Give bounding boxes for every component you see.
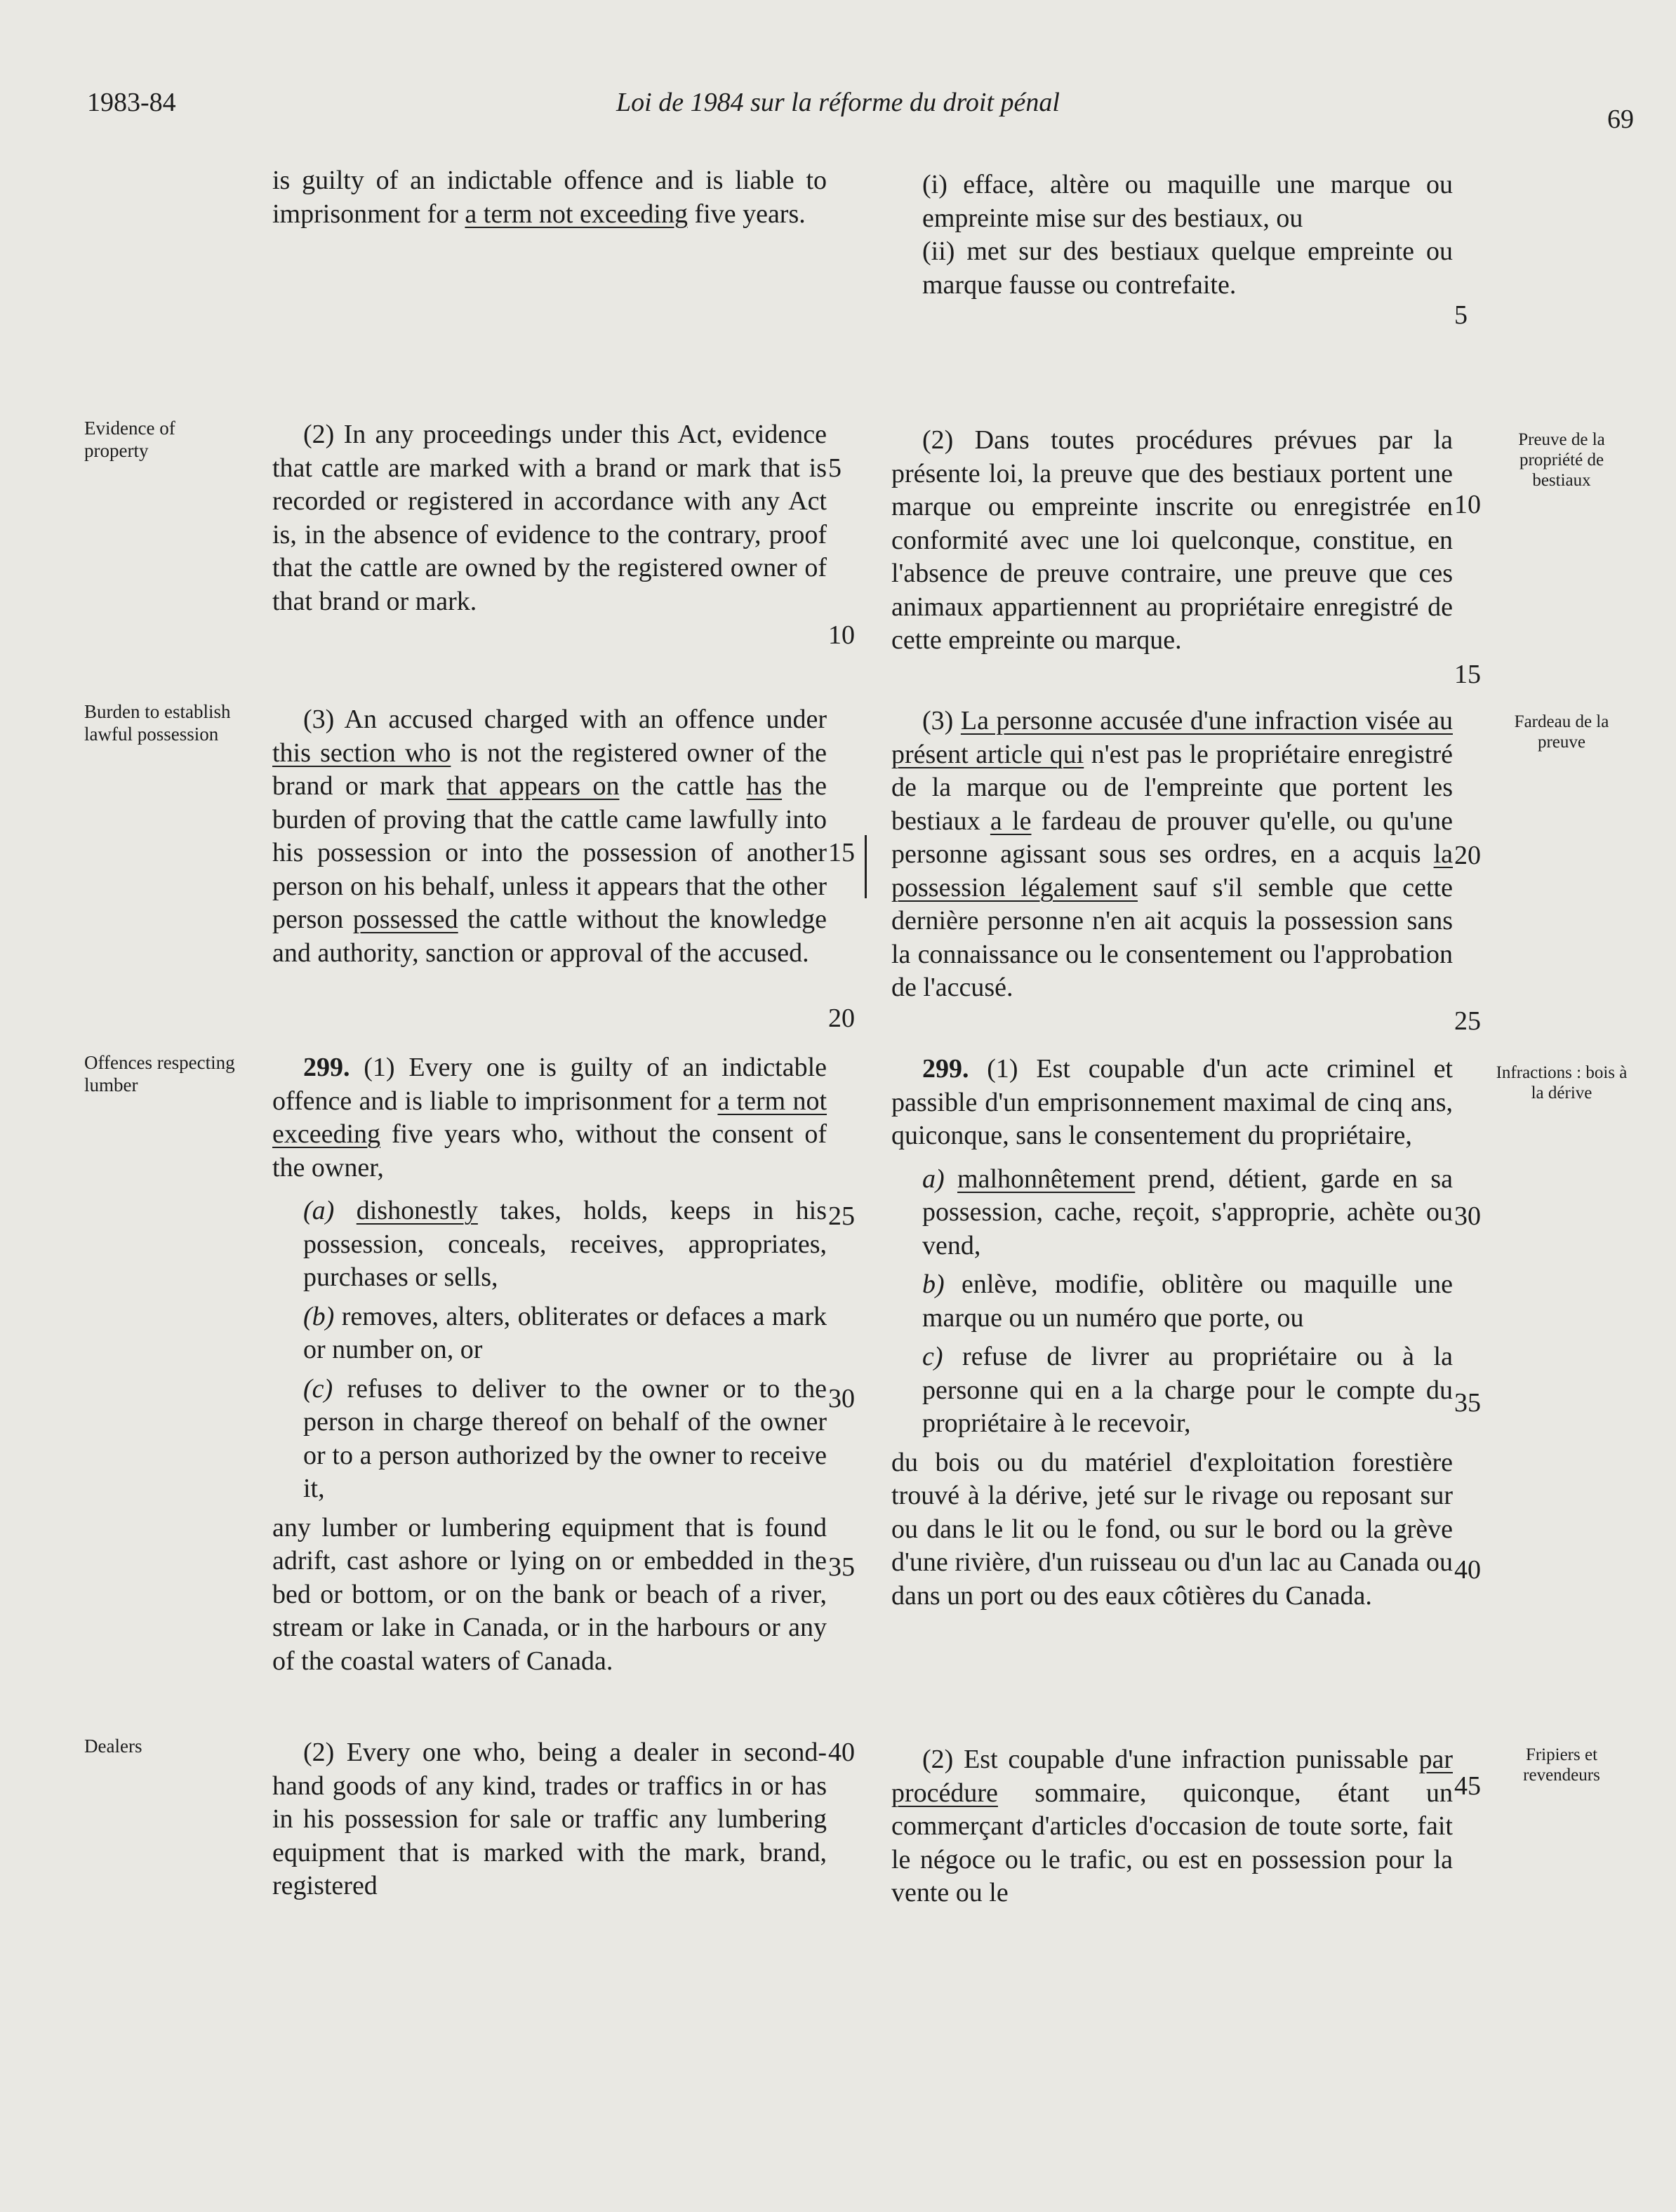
line-number: 30 (1454, 1201, 1481, 1231)
line-number: 20 (1454, 841, 1481, 870)
en-underlined-amendment: a term not exceeding (465, 199, 688, 229)
en-subsection-2-text: (2) In any proceedings under this Act, evidence that cattle are marked with a brand or mark that is recorded or registered in accordance with any Act is, in the absence of evidence to the contrary, proof that the cattle are owned by the registered owner of that brand or mark. (272, 420, 827, 616)
fr-subsection-3 (891, 705, 1453, 1005)
fr-underlined-amendment: malhonnêtement (957, 1164, 1136, 1194)
en-text-run: (1) Every one is guilty of an indictable offence and is liable to imprisonment for (272, 1053, 827, 1116)
margin-note-preuve-propriete: Preuve de la propriété de bestiaux (1518, 430, 1605, 490)
en-text-run: is not the registered owner of the brand or mark (272, 738, 827, 801)
fr-section-299 (891, 1053, 1453, 1613)
fr-text-run: (3) (922, 706, 961, 735)
en-text-run: is guilty of an indictable offence and is liable to imprisonment for (272, 166, 827, 229)
en-underlined-amendment: dishonestly (356, 1196, 478, 1225)
fr-section-299-2-text (891, 1743, 1453, 1910)
margin-note-offences-lumber: Offences respecting lumber (84, 1052, 235, 1095)
header-year: 1983-84 (87, 88, 176, 117)
line-number: 10 (828, 620, 855, 650)
fr-subsection-3-text (891, 705, 1453, 1005)
fr-text-run: sommaire, quiconque, étant un commerçant d'articles d'occasion de toute sorte, fait le négoce ou le trafic, ou est en possession pour la vente ou le (891, 1778, 1453, 1907)
en-text-run: five years who, without the consent of the owner, (272, 1119, 827, 1182)
margin-note-fardeau: Fardeau de la preuve (1514, 712, 1609, 752)
fr-paragraph-b (922, 1268, 1453, 1335)
en-item-label: (b) (303, 1301, 335, 1331)
margin-note-fripiers: Fripiers et revendeurs (1523, 1745, 1600, 1785)
line-number: 25 (1454, 1006, 1481, 1036)
en-item-label: (c) (303, 1373, 333, 1404)
fr-item-label: b) (922, 1270, 945, 1299)
fr-item-i: (i) efface, altère ou maquille une marque ou empreinte mise sur des bestiaux, ou (922, 170, 1453, 233)
fr-paragraph-c (922, 1340, 1453, 1441)
margin-note-dealers: Dealers (84, 1735, 142, 1757)
en-underlined-amendment: possessed (352, 905, 458, 934)
en-text-run: the cattle (619, 771, 747, 801)
line-number: 15 (1454, 660, 1481, 689)
line-number: 5 (1454, 300, 1468, 330)
line-number: 15 (828, 838, 855, 867)
line-number: 35 (1454, 1388, 1481, 1418)
margin-note-evidence-of-property: Evidence of property (84, 418, 175, 461)
fr-section-299-tail: du bois ou du matériel d'exploitation forestière trouvé à la dérive, jeté sur le rivage ou reposant sur ou dans le lit ou le fond, ou sur le bord ou la grève d'une rivière, d'un ruisseau ou d'un lac au Canada ou dans un port ou des eaux côtières du Canada. (891, 1447, 1453, 1611)
fr-underlined-amendment: La personne accusée d'une infraction visée au présent article qui (891, 706, 1453, 769)
en-subsection-3-text (272, 703, 827, 970)
fr-subsection-2 (891, 424, 1453, 658)
english-column (272, 0, 827, 2212)
en-paragraph-b (303, 1300, 827, 1367)
en-section-299-2-text: (2) Every one who, being a dealer in second-hand goods of any kind, trades or traffics in or has in his possession for sale or traffic any lumbering equipment that is marked with the mark, brand, registered (272, 1738, 827, 1900)
fr-subsection-2-text: (2) Dans toutes procédures prévues par la présente loi, la preuve que des bestiaux portent une marque ou empreinte inscrite ou enregistrée en conformité avec une loi quelconque, constitue, en l'absence de preuve contraire, une preuve que ces animaux appartiennent au propriétaire enregistré de cette empreinte ou marque. (891, 425, 1453, 655)
en-text-run: the cattle without the knowledge and authority, sanction or approval of the accused. (272, 905, 827, 968)
en-underlined-amendment: a term not exceeding (272, 1086, 827, 1149)
fr-continuation (891, 168, 1453, 302)
line-number: 35 (828, 1552, 855, 1582)
margin-note-infractions-bois: Infractions : bois à la dérive (1496, 1063, 1628, 1102)
en-section-299-intro (272, 1051, 827, 1185)
header-title: Loi de 1984 sur la réforme du droit pénal (616, 88, 1060, 117)
en-text-run: removes, alters, obliterates or defaces a mark or number on, or (303, 1301, 827, 1364)
line-number: 40 (1454, 1555, 1481, 1585)
fr-text-run: (2) Est coupable d'une infraction punissable (922, 1745, 1419, 1774)
en-section-299-2 (272, 1736, 827, 1903)
en-text-run: (3) An accused charged with an offence under (303, 705, 827, 734)
line-number: 25 (828, 1201, 855, 1231)
line-number: 30 (828, 1384, 855, 1413)
fr-section-299-2 (891, 1743, 1453, 1910)
en-section-299-tail: any lumber or lumbering equipment that is found adrift, cast ashore or lying on or embedded in the bed or bottom, or on the bank or beach of a river, stream or lake in Canada, or in the harbours or any of the coastal waters of Canada. (272, 1512, 827, 1676)
fr-text-run: prend, détient, garde en sa possession, cache, reçoit, s'approprie, achète ou vend, (922, 1164, 1453, 1260)
en-underlined-amendment: this section who (272, 738, 451, 768)
fr-text-run: refuse de livrer au propriétaire ou à la personne qui en a la charge pour le compte du propriétaire à le recevoir, (922, 1342, 1453, 1438)
en-underlined-amendment: has (746, 771, 783, 801)
line-number: 10 (1454, 490, 1481, 519)
en-text-run: five years. (688, 199, 806, 229)
line-number: 20 (828, 1004, 855, 1033)
fr-item-label: c) (922, 1342, 943, 1371)
en-continuation (272, 164, 827, 231)
fr-text-run: n'est pas le propriétaire enregistré de la marque ou de l'empreinte que portent les bestiaux (891, 739, 1453, 836)
fr-section-299-intro (891, 1053, 1453, 1153)
en-continuation-text (272, 164, 827, 231)
line-number: 40 (828, 1738, 855, 1767)
fr-text-run: fardeau de prouver qu'elle, ou qu'une personne agissant sous ses ordres, en a acquis (891, 806, 1454, 869)
fr-text-run: enlève, modifie, oblitère ou maquille une marque ou un numéro que porte, ou (922, 1270, 1453, 1333)
en-paragraph-a (303, 1194, 827, 1295)
en-text-run: the burden of proving that the cattle came lawfully into his possession or into the possession of another person on his behalf, unless it appears that the other person (272, 771, 827, 934)
en-text-run: refuses to deliver to the owner or to the person in charge thereof on behalf of the owner or to a person authorized by the owner to receive it, (303, 1373, 827, 1503)
fr-item-ii: (ii) met sur des bestiaux quelque empreinte ou marque fausse ou contrefaite. (922, 236, 1453, 300)
fr-underlined-amendment: a le (990, 806, 1032, 836)
line-number: 45 (1454, 1771, 1481, 1801)
en-underlined-amendment: that appears on (446, 771, 620, 801)
en-subsection-3 (272, 703, 827, 970)
fr-section-number: 299. (922, 1054, 969, 1084)
fr-text-run: (1) Est coupable d'un acte criminel et passible d'un emprisonnement maximal de cinq ans, quiconque, sans le consentement du propriétaire, (891, 1054, 1453, 1150)
line-number: 5 (828, 453, 842, 483)
en-paragraph-c (303, 1373, 827, 1506)
en-subsection-2 (272, 418, 827, 618)
page-number: 69 (1607, 105, 1634, 134)
en-text-run: takes, holds, keeps in his possession, conceals, receives, appropriates, purchases or sells, (303, 1196, 827, 1292)
en-section-number: 299. (303, 1053, 350, 1082)
fr-underlined-amendment: la possession légalement (891, 839, 1453, 902)
fr-paragraph-a (922, 1163, 1453, 1263)
fr-item-label: a) (922, 1164, 945, 1194)
fr-text-run: sauf s'il semble que cette dernière personne n'en ait acquis la possession sans la connaissance ou le consentement ou l'approbation de l'accusé. (891, 872, 1453, 1002)
change-bar (865, 835, 867, 898)
fr-underlined-amendment: par procédure (891, 1745, 1453, 1808)
en-section-299 (272, 1051, 827, 1678)
margin-note-burden: Burden to establish lawful possession (84, 701, 231, 745)
en-item-label: (a) (303, 1196, 335, 1225)
french-column (891, 0, 1453, 2212)
